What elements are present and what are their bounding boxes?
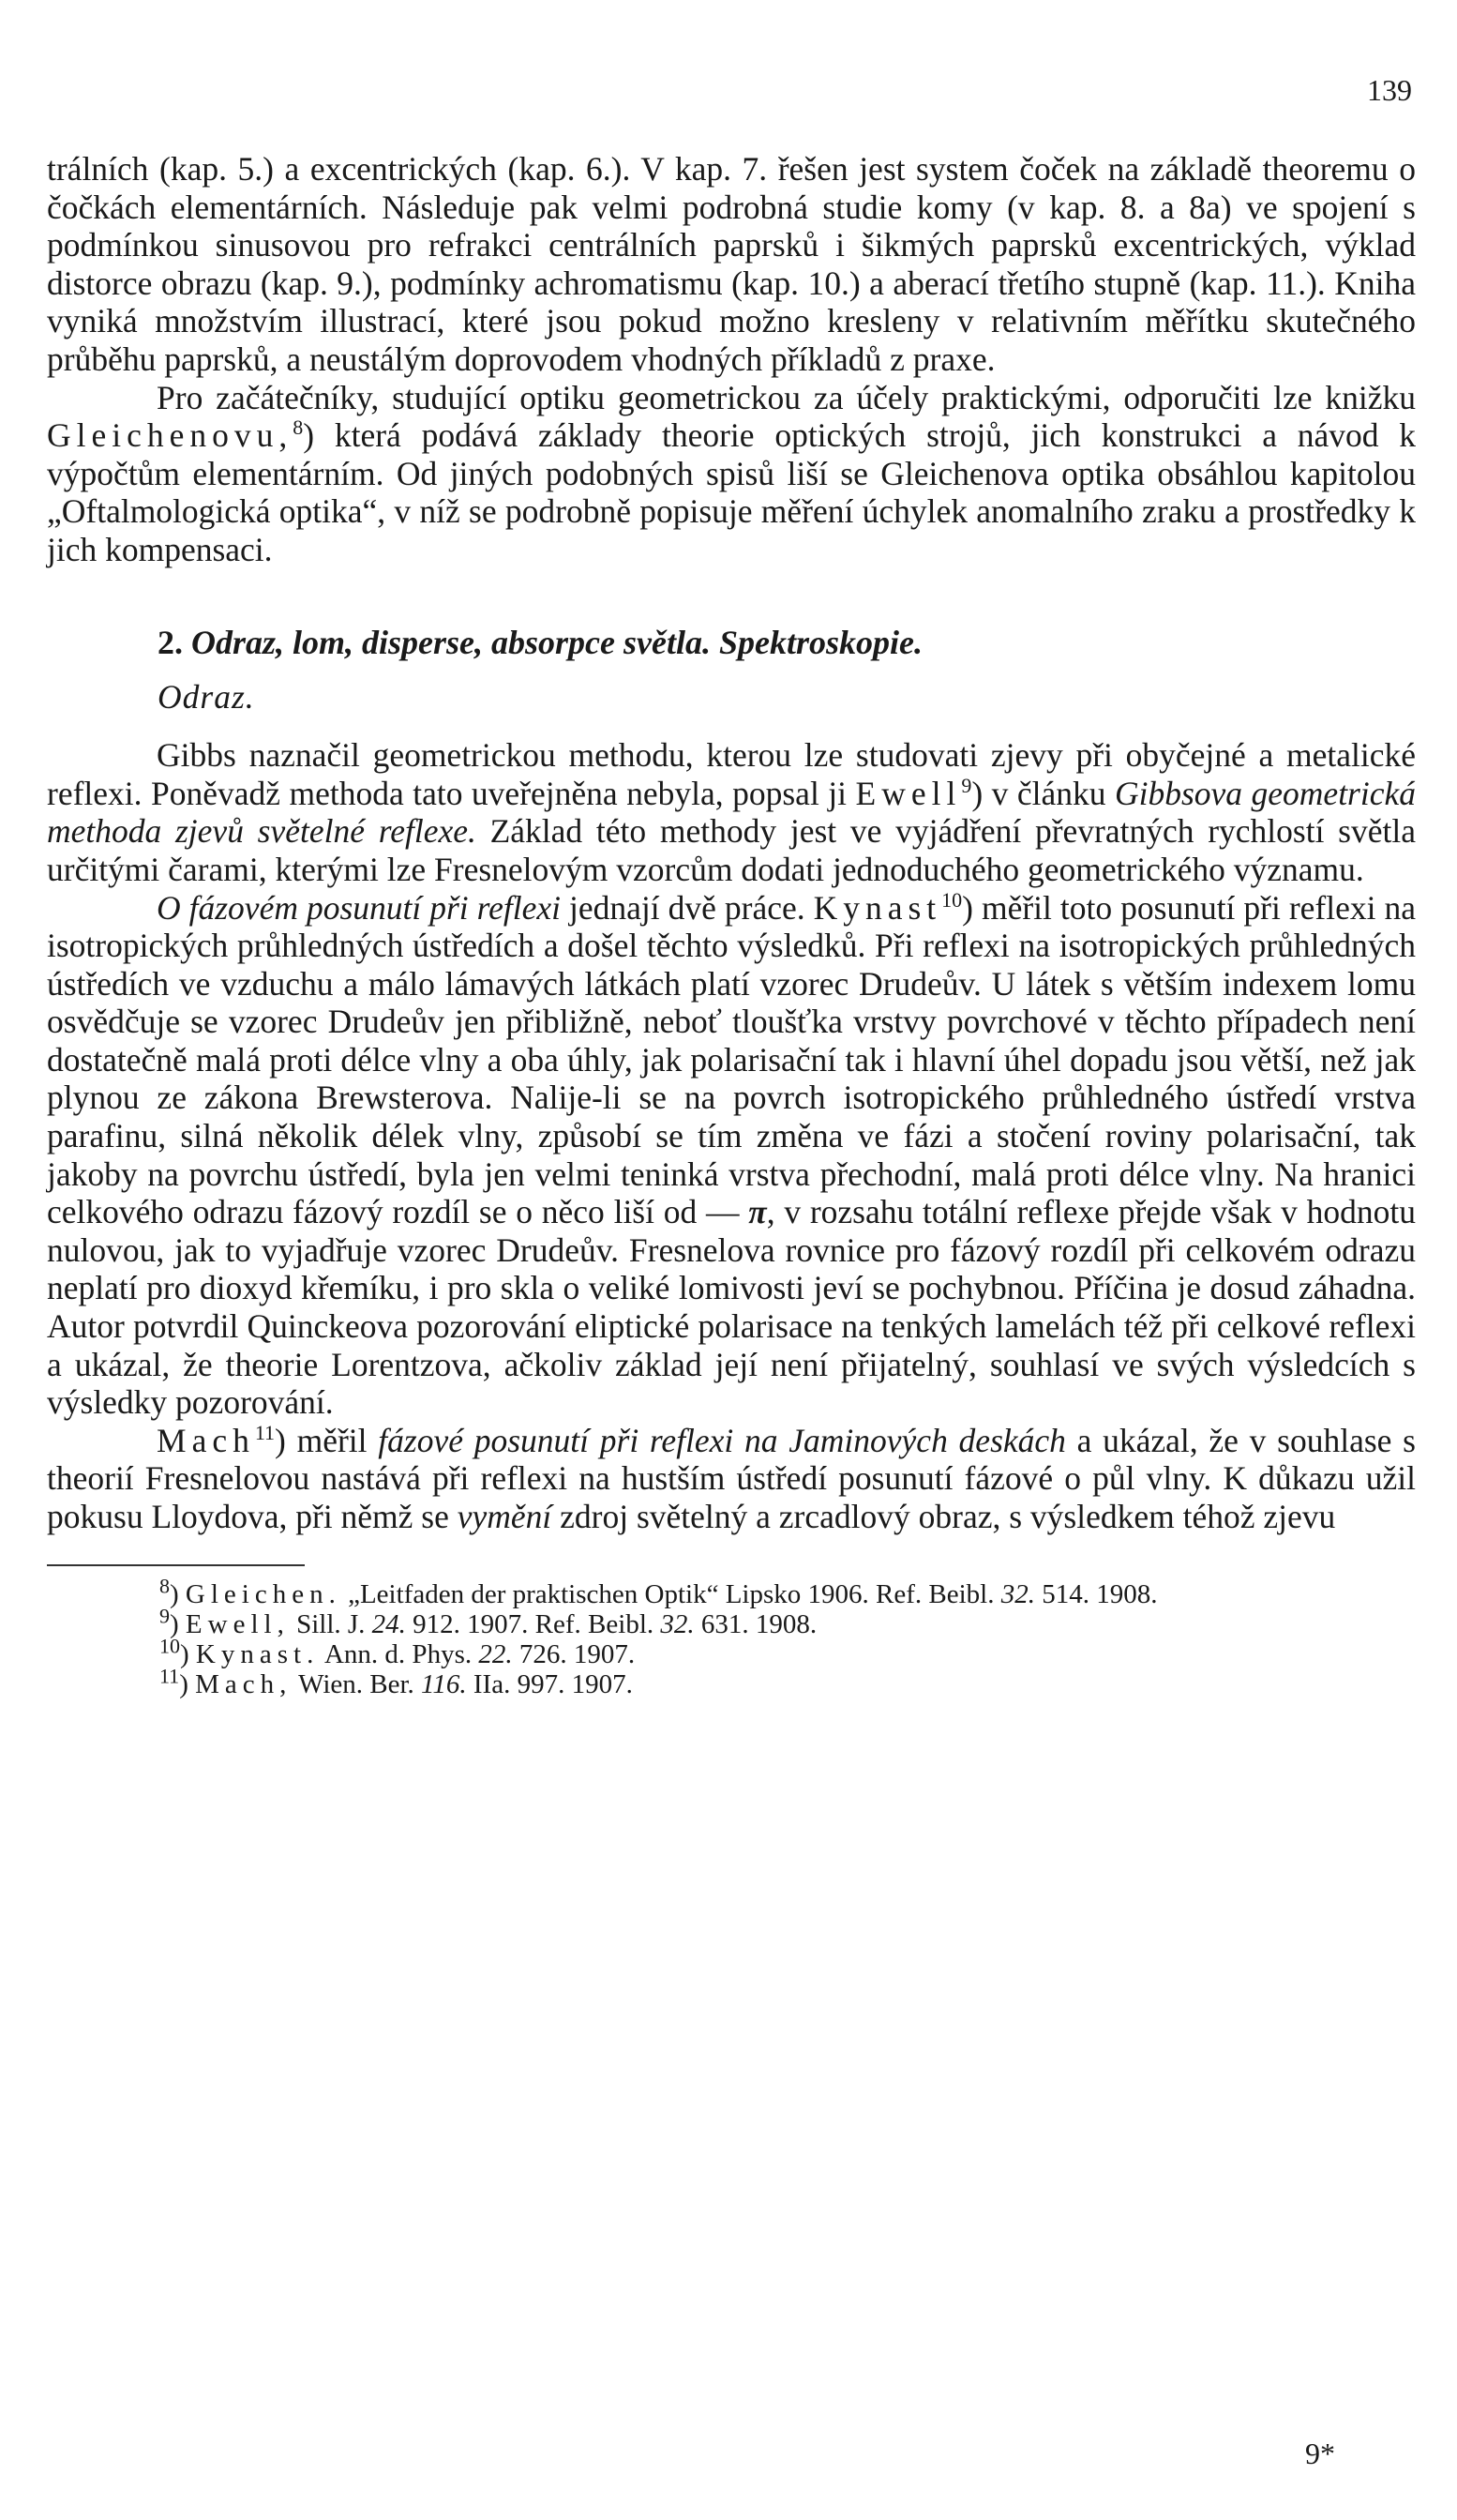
signature-mark: 9* bbox=[1305, 2437, 1335, 2470]
footnote-number: 10 bbox=[159, 1633, 180, 1657]
footnote-volume: 22. bbox=[478, 1638, 513, 1669]
footnote-text: 631. 1908. bbox=[694, 1608, 818, 1639]
footnote-volume: 32. bbox=[660, 1608, 695, 1639]
subsection-heading: Odraz. bbox=[158, 677, 255, 716]
pi-symbol: π bbox=[748, 1193, 767, 1231]
footnote-ref: 11 bbox=[254, 1420, 276, 1444]
author-name: Ewell bbox=[855, 774, 962, 812]
text-span: ) měřil bbox=[275, 1421, 379, 1459]
footnote-volume: 32. bbox=[1000, 1578, 1035, 1609]
text-span: zdroj světelný a zrcadlový obraz, s výsledkem téhož zjevu bbox=[551, 1498, 1336, 1535]
section-title: Odraz, lom, disperse, absorpce světla. Spektroskopie. bbox=[191, 623, 923, 661]
paragraph-3 bbox=[47, 736, 1416, 888]
paragraph-2 bbox=[47, 379, 1416, 569]
text-span: Gibbs naznačil geometrickou methodu, kterou lze studovati zjevy při obyčejné a metalické reflexi. Poněvadž methoda tato uveřejněna nebyla, popsal ji bbox=[47, 736, 1416, 812]
footnote-divider bbox=[47, 1564, 305, 1566]
footnote-number: 9 bbox=[159, 1603, 170, 1627]
footnote-text: Ann. d. Phys. bbox=[319, 1638, 479, 1669]
footnote-ref: 10 bbox=[941, 887, 963, 912]
text-span: ) která podává základy theorie optických strojů, jich konstrukci a návod k výpočtům elementárním. Od jiných podobných spisů liší se Gleichenova optika obsáhlou kapitolou „Oftalmologická optika“, v níž se podrobně popisuje měření úchylek anomalního zraku a prostředky k jich kompensaci. bbox=[47, 416, 1416, 568]
footnote-text: 726. 1907. bbox=[512, 1638, 636, 1669]
footnote-text: IIa. 997. 1907. bbox=[466, 1668, 633, 1699]
text-span: ) v článku bbox=[971, 774, 1115, 812]
footnote-number: 8 bbox=[159, 1573, 170, 1597]
article-title: Gibbsova geometrická methoda zjevů světelné reflexe. bbox=[47, 774, 1416, 851]
footnote-text: Sill. J. bbox=[289, 1608, 372, 1639]
emphasis: vymění bbox=[457, 1498, 552, 1535]
footnote-volume: 24. bbox=[371, 1608, 406, 1639]
section-number: 2. bbox=[158, 623, 183, 661]
text-span: Základ této methody jest ve vyjádření převratných rychlostí světla určitými čarami, kterými lze Fresnelovým vzorcům dodati jednoduchého geometrického významu. bbox=[47, 812, 1416, 888]
paragraph-4 bbox=[47, 889, 1416, 1422]
text-span: , v rozsahu totální reflexe přejde však v hodnotu nulovou, jak to vyjadřuje vzorec Drudeův. Fresnelova rovnice pro fázový rozdíl při celkovém odrazu neplatí pro dioxyd křemíku, i pro skla o veliké lomivosti jeví se pochybnou. Příčina je dosud záhadna. Autor potvrdil Quinckeova pozorování eliptické polarisace na tenkých lamelách též při celkové reflexi a ukázal, že theorie Lorentzova, ačkoliv základ její není přijatelný, souhlasí ve svých výsledcích s výsledky pozorování. bbox=[47, 1193, 1416, 1422]
footnote-author: Gleichen. bbox=[185, 1578, 341, 1609]
footnote-volume: 116. bbox=[421, 1668, 467, 1699]
footnote-text: „Leitfaden der praktischen Optik“ Lipsko 1906. Ref. Beibl. bbox=[340, 1578, 1001, 1609]
footnote-11: $^{11}$) Mach, Wien. Ber. 116. IIa. 997. 1907. bbox=[159, 1663, 633, 1699]
text-span: a ukázal, že v souhlase s theorií Fresnelovou nastává při reflexi na hustším ústředí posunutí fázové o půl vlny. K důkazu užil pokusu Lloydova, při němž se bbox=[47, 1421, 1416, 1535]
author-name: Mach bbox=[157, 1421, 255, 1459]
page-body bbox=[47, 150, 1416, 1699]
text-span: ) měřil toto posunutí při reflexi na isotropických průhledných ústředích a došel těchto výsledků. Při reflexi na isotropických průhledných ústředích ve vzduchu a málo lámavých látkách platí vzorec Drudeův. U látek s větším indexem lomu osvědčuje se vzorec Drudeův jen přibližně, neboť tloušťka vrstvy povrchové v těchto případech není dostatečně malá proti délce vlny a oba úhly, jak polarisační tak i hlavní úhel dopadu jsou větší, než jak plynou ze zákona Brewsterova. Nalije-li se na povrch isotropického průhledného ústředí vrstva parafinu, silná několik délek vlny, způsobí se tím změna ve fázi a stočení roviny polarisační, tak jakoby na povrchu ústředí, byla jen velmi teninká vrstva přechodní, malá proti délce vlny. Na hranici celkového odrazu fázový rozdíl se o něco liší od — bbox=[47, 888, 1416, 1231]
footnote-number: 11 bbox=[159, 1663, 180, 1687]
footnote-author: Kynast. bbox=[195, 1638, 320, 1669]
author-name: Kynast bbox=[813, 888, 942, 927]
footnote-author: Ewell, bbox=[185, 1608, 290, 1639]
footnote-author: Mach, bbox=[195, 1668, 293, 1699]
topic-title: O fázovém posunutí při reflexi bbox=[157, 888, 562, 927]
section-heading bbox=[158, 622, 1416, 663]
text-span: Pro začátečníky, studující optiku geometrickou za účely praktickými, odporučiti lze knižku bbox=[157, 378, 1416, 416]
footnote-ref: 9 bbox=[961, 773, 972, 797]
footnote-text: Wien. Ber. bbox=[292, 1668, 422, 1699]
page-number: 139 bbox=[1367, 73, 1412, 107]
footnote-ref: 8 bbox=[293, 415, 304, 440]
text-span: jednají dvě práce. bbox=[561, 888, 814, 927]
footnote-9: $^9$) Ewell, Sill. J. 24. 912. 1907. Ref. Beibl. 32. 631. 1908. bbox=[159, 1603, 818, 1639]
author-name: Gleichenovu, bbox=[47, 416, 293, 455]
paragraph-5 bbox=[47, 1422, 1416, 1536]
footnote-text: 514. 1908. bbox=[1034, 1578, 1158, 1609]
footnote-text: 912. 1907. Ref. Beibl. bbox=[405, 1608, 661, 1639]
footnote-10: $^{10}$) Kynast. Ann. d. Phys. 22. 726. 1907. bbox=[159, 1633, 636, 1669]
paragraph-1: trálních (kap. 5.) a excentrických (kap. 6.). V kap. 7. řešen jest system čoček na základě theoremu o čočkách elementárních. Následuje pak velmi podrobná studie komy (v kap. 8. a 8a) ve spojení s podmínkou sinusovou pro refrakci centrálních paprsků i šikmých paprsků excentrických, výklad distorce obrazu (kap. 9.), podmínky achromatismu (kap. 10.) a aberací třetího stupně (kap. 11.). Kniha vyniká množstvím illustrací, které jsou pokud možno kresleny v relativním měřítku skutečného průběhu paprsků, a neustálým doprovodem vhodných příkladů z praxe. bbox=[47, 150, 1416, 378]
topic-title: fázové posunutí při reflexi na Jaminových deskách bbox=[378, 1421, 1066, 1459]
footnote-8: $^8$) Gleichen. „Leitfaden der praktischen Optik“ Lipsko 1906. Ref. Beibl. 32. 514. 1908. bbox=[159, 1573, 1158, 1609]
